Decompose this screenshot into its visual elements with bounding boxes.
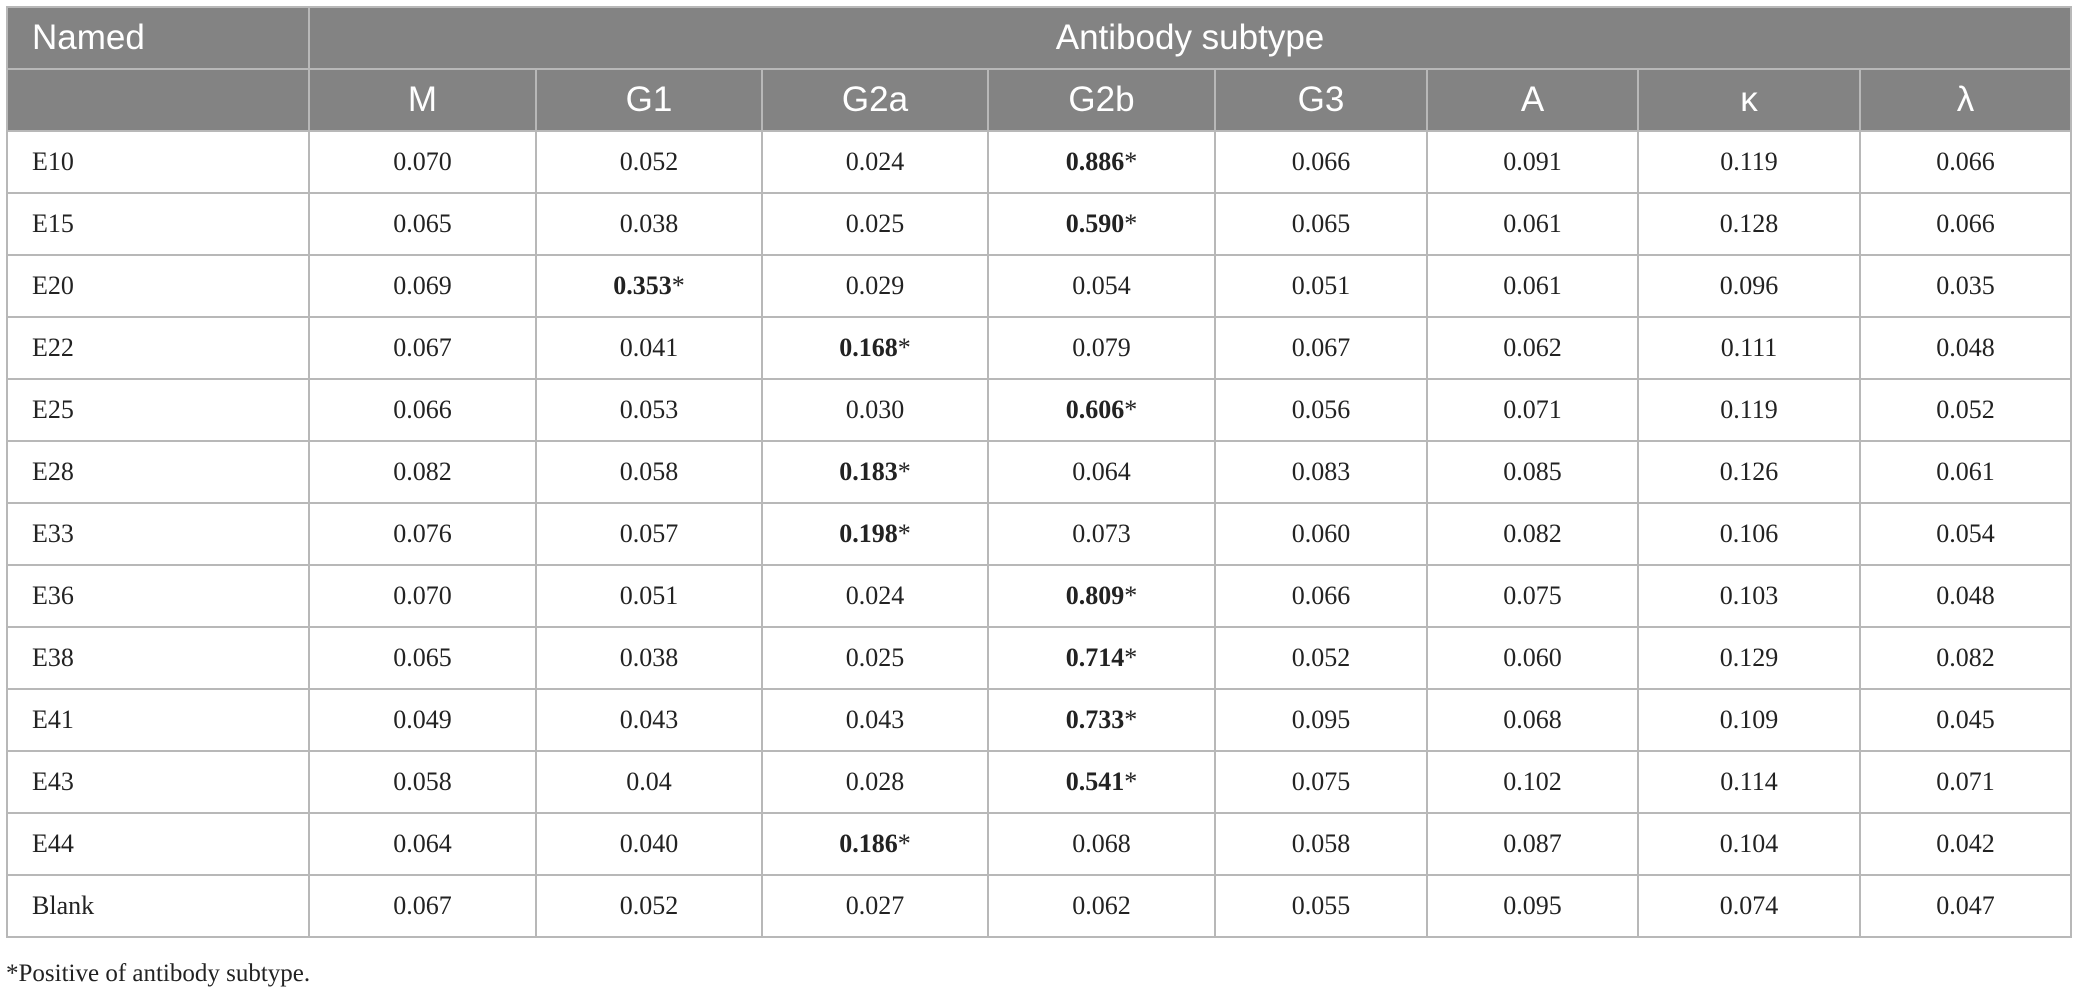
cell-value: 0.038 [619, 209, 679, 238]
row-name-cell: E22 [7, 317, 309, 379]
cell-value: 0.041 [619, 333, 679, 362]
cell-value: 0.083 [1291, 457, 1351, 486]
header-empty-cell [7, 69, 309, 131]
cell-value: 0.052 [1291, 643, 1351, 672]
cell-value: 0.119 [1720, 395, 1778, 424]
cell-value: 0.074 [1719, 891, 1779, 920]
table-footnote: *Positive of antibody subtype. [6, 960, 311, 987]
cell-value: 0.053 [619, 395, 679, 424]
value-cell [309, 131, 536, 193]
value-cell [1215, 441, 1427, 503]
value-cell [762, 565, 988, 627]
value-cell [536, 627, 762, 689]
cell-value: 0.075 [1503, 581, 1562, 610]
value-cell [988, 255, 1215, 317]
row-name-cell: E33 [7, 503, 309, 565]
cell-value: 0.066 [1291, 581, 1351, 610]
table-row [7, 627, 2071, 689]
value-cell [309, 627, 536, 689]
cell-value: 0.054 [1936, 519, 1995, 548]
cell-value: 0.060 [1503, 643, 1562, 672]
value-cell [988, 379, 1215, 441]
value-cell [1427, 751, 1638, 813]
cell-value: 0.067 [393, 333, 452, 362]
value-cell [988, 503, 1215, 565]
value-cell [762, 875, 988, 937]
value-cell [1638, 379, 1860, 441]
header-col-6: κ [1638, 69, 1860, 131]
cell-value: 0.024 [845, 581, 905, 610]
cell-value: 0.029 [845, 271, 905, 300]
cell-value: 0.055 [1291, 891, 1351, 920]
table-row [7, 813, 2071, 875]
positive-value: 0.733 [1065, 705, 1125, 734]
value-cell [309, 379, 536, 441]
value-cell [536, 751, 762, 813]
value-cell [1215, 627, 1427, 689]
value-cell [309, 689, 536, 751]
table-row [7, 131, 2071, 193]
cell-value: 0.076 [393, 519, 452, 548]
cell-value: 0.067 [1291, 333, 1351, 362]
cell-value: 0.024 [845, 147, 905, 176]
cell-value: 0.028 [845, 767, 905, 796]
cell-value: 0.052 [1936, 395, 1995, 424]
positive-mark: * [897, 519, 911, 548]
cell-value: 0.030 [845, 395, 905, 424]
cell-value: 0.057 [619, 519, 679, 548]
table-row [7, 193, 2071, 255]
value-cell [536, 875, 762, 937]
value-cell [1860, 689, 2071, 751]
header-row-top [7, 7, 2071, 69]
header-named: Named [7, 7, 309, 69]
cell-value: 0.071 [1503, 395, 1562, 424]
value-cell [988, 627, 1215, 689]
value-cell [1427, 689, 1638, 751]
cell-value: 0.082 [393, 457, 452, 486]
cell-value: 0.025 [845, 209, 905, 238]
positive-mark: * [1124, 705, 1138, 734]
positive-value: 0.809 [1065, 581, 1125, 610]
cell-value: 0.129 [1719, 643, 1779, 672]
value-cell [762, 131, 988, 193]
cell-value: 0.066 [1936, 209, 1995, 238]
value-cell [988, 875, 1215, 937]
value-cell [309, 193, 536, 255]
value-cell [1427, 131, 1638, 193]
value-cell [1427, 813, 1638, 875]
row-name-cell: E38 [7, 627, 309, 689]
value-cell [309, 503, 536, 565]
value-cell [1860, 875, 2071, 937]
value-cell [536, 317, 762, 379]
value-cell [988, 193, 1215, 255]
cell-value: 0.082 [1936, 643, 1995, 672]
value-cell [1638, 813, 1860, 875]
value-cell [1427, 565, 1638, 627]
cell-value: 0.075 [1291, 767, 1351, 796]
cell-value: 0.062 [1503, 333, 1562, 362]
value-cell [762, 751, 988, 813]
value-cell [762, 317, 988, 379]
value-cell [1638, 565, 1860, 627]
value-cell [1215, 131, 1427, 193]
positive-value: 0.186 [839, 829, 898, 858]
value-cell [309, 751, 536, 813]
value-cell [762, 255, 988, 317]
value-cell [536, 565, 762, 627]
positive-mark: * [897, 457, 911, 486]
value-cell [536, 131, 762, 193]
value-cell [1638, 689, 1860, 751]
value-cell [536, 193, 762, 255]
value-cell [988, 813, 1215, 875]
positive-value: 0.886 [1065, 147, 1125, 176]
value-cell [309, 565, 536, 627]
value-cell [1427, 627, 1638, 689]
header-col-7: λ [1860, 69, 2071, 131]
cell-value: 0.048 [1936, 333, 1995, 362]
cell-value: 0.040 [619, 829, 679, 858]
value-cell [536, 255, 762, 317]
cell-value: 0.068 [1503, 705, 1562, 734]
value-cell [1427, 255, 1638, 317]
cell-value: 0.128 [1719, 209, 1779, 238]
value-cell [988, 441, 1215, 503]
positive-value: 0.198 [839, 519, 898, 548]
value-cell [1860, 751, 2071, 813]
cell-value: 0.067 [393, 891, 452, 920]
value-cell [1215, 379, 1427, 441]
table-row [7, 503, 2071, 565]
value-cell [762, 813, 988, 875]
value-cell [762, 441, 988, 503]
positive-mark: * [671, 271, 685, 300]
positive-value: 0.183 [839, 457, 898, 486]
cell-value: 0.043 [845, 705, 905, 734]
positive-value: 0.606 [1065, 395, 1125, 424]
cell-value: 0.054 [1072, 271, 1131, 300]
value-cell [309, 317, 536, 379]
cell-value: 0.04 [626, 767, 672, 796]
value-cell [988, 317, 1215, 379]
table-row [7, 751, 2071, 813]
cell-value: 0.079 [1072, 333, 1131, 362]
value-cell [309, 813, 536, 875]
cell-value: 0.043 [619, 705, 679, 734]
cell-value: 0.091 [1503, 147, 1562, 176]
value-cell [1860, 379, 2071, 441]
value-cell [762, 379, 988, 441]
value-cell [1427, 317, 1638, 379]
value-cell [1860, 317, 2071, 379]
value-cell [1638, 503, 1860, 565]
value-cell [536, 379, 762, 441]
row-name-cell: E41 [7, 689, 309, 751]
value-cell [1427, 193, 1638, 255]
cell-value: 0.058 [393, 767, 452, 796]
value-cell [1215, 317, 1427, 379]
value-cell [1215, 503, 1427, 565]
cell-value: 0.104 [1719, 829, 1779, 858]
cell-value: 0.027 [845, 891, 905, 920]
row-name-cell: E10 [7, 131, 309, 193]
value-cell [1638, 317, 1860, 379]
header-row-subtypes [7, 69, 2071, 131]
value-cell [1860, 131, 2071, 193]
value-cell [536, 441, 762, 503]
positive-mark: * [1124, 581, 1138, 610]
value-cell [1427, 379, 1638, 441]
cell-value: 0.025 [845, 643, 905, 672]
table-row [7, 875, 2071, 937]
value-cell [1215, 875, 1427, 937]
positive-value: 0.353 [613, 271, 672, 300]
cell-value: 0.095 [1291, 705, 1351, 734]
cell-value: 0.052 [619, 891, 679, 920]
cell-value: 0.061 [1503, 271, 1562, 300]
value-cell [762, 689, 988, 751]
cell-value: 0.045 [1936, 705, 1995, 734]
cell-value: 0.056 [1291, 395, 1351, 424]
value-cell [1215, 751, 1427, 813]
cell-value: 0.066 [1291, 147, 1351, 176]
antibody-subtype-table [6, 6, 2072, 938]
cell-value: 0.085 [1503, 457, 1562, 486]
antibody-subtype-table-wrapper [6, 6, 2070, 938]
value-cell [762, 503, 988, 565]
positive-value: 0.590 [1065, 209, 1125, 238]
row-name-cell: E20 [7, 255, 309, 317]
value-cell [1215, 813, 1427, 875]
value-cell [1860, 193, 2071, 255]
header-col-2: G2a [762, 69, 988, 131]
cell-value: 0.042 [1936, 829, 1995, 858]
cell-value: 0.069 [393, 271, 452, 300]
table-row [7, 255, 2071, 317]
cell-value: 0.114 [1720, 767, 1778, 796]
value-cell [1638, 875, 1860, 937]
header-col-3: G2b [988, 69, 1215, 131]
value-cell [1638, 131, 1860, 193]
cell-value: 0.071 [1936, 767, 1995, 796]
cell-value: 0.095 [1503, 891, 1562, 920]
cell-value: 0.038 [619, 643, 679, 672]
cell-value: 0.064 [1072, 457, 1131, 486]
value-cell [1860, 503, 2071, 565]
cell-value: 0.065 [393, 209, 452, 238]
value-cell [1215, 193, 1427, 255]
value-cell [1638, 193, 1860, 255]
value-cell [1860, 813, 2071, 875]
value-cell [1215, 565, 1427, 627]
value-cell [536, 813, 762, 875]
positive-mark: * [1124, 767, 1138, 796]
cell-value: 0.070 [393, 581, 452, 610]
table-body [7, 131, 2071, 937]
value-cell [1427, 875, 1638, 937]
value-cell [536, 689, 762, 751]
cell-value: 0.065 [1291, 209, 1351, 238]
value-cell [1215, 255, 1427, 317]
cell-value: 0.070 [393, 147, 452, 176]
positive-value: 0.168 [839, 333, 898, 362]
value-cell [1638, 255, 1860, 317]
cell-value: 0.103 [1719, 581, 1779, 610]
value-cell [1638, 751, 1860, 813]
row-name-cell: E28 [7, 441, 309, 503]
cell-value: 0.048 [1936, 581, 1995, 610]
cell-value: 0.102 [1503, 767, 1562, 796]
cell-value: 0.111 [1720, 333, 1778, 362]
table-row [7, 441, 2071, 503]
cell-value: 0.061 [1503, 209, 1562, 238]
row-name-cell: E15 [7, 193, 309, 255]
header-col-5: A [1427, 69, 1638, 131]
table-row [7, 317, 2071, 379]
cell-value: 0.082 [1503, 519, 1562, 548]
value-cell [762, 627, 988, 689]
value-cell [762, 193, 988, 255]
positive-value: 0.714 [1065, 643, 1125, 672]
value-cell [536, 503, 762, 565]
value-cell [1860, 255, 2071, 317]
header-col-1: G1 [536, 69, 762, 131]
cell-value: 0.047 [1936, 891, 1995, 920]
cell-value: 0.060 [1291, 519, 1351, 548]
cell-value: 0.035 [1936, 271, 1995, 300]
value-cell [309, 255, 536, 317]
value-cell [1638, 627, 1860, 689]
table-row [7, 565, 2071, 627]
cell-value: 0.051 [1291, 271, 1351, 300]
value-cell [1427, 503, 1638, 565]
cell-value: 0.068 [1072, 829, 1131, 858]
cell-value: 0.061 [1936, 457, 1995, 486]
cell-value: 0.109 [1719, 705, 1779, 734]
positive-mark: * [897, 333, 911, 362]
table-row [7, 689, 2071, 751]
row-name-cell: E25 [7, 379, 309, 441]
row-name-cell: Blank [7, 875, 309, 937]
value-cell [988, 565, 1215, 627]
cell-value: 0.058 [619, 457, 679, 486]
cell-value: 0.096 [1719, 271, 1779, 300]
value-cell [988, 751, 1215, 813]
cell-value: 0.119 [1720, 147, 1778, 176]
value-cell [1860, 441, 2071, 503]
cell-value: 0.106 [1719, 519, 1779, 548]
cell-value: 0.126 [1719, 457, 1779, 486]
value-cell [1427, 441, 1638, 503]
cell-value: 0.066 [393, 395, 452, 424]
cell-value: 0.052 [619, 147, 679, 176]
cell-value: 0.066 [1936, 147, 1995, 176]
value-cell [988, 689, 1215, 751]
value-cell [988, 131, 1215, 193]
cell-value: 0.058 [1291, 829, 1351, 858]
positive-value: 0.541 [1065, 767, 1125, 796]
positive-mark: * [1124, 643, 1138, 672]
cell-value: 0.065 [393, 643, 452, 672]
row-name-cell: E44 [7, 813, 309, 875]
cell-value: 0.087 [1503, 829, 1562, 858]
cell-value: 0.073 [1072, 519, 1131, 548]
table-row [7, 379, 2071, 441]
value-cell [1638, 441, 1860, 503]
positive-mark: * [1124, 147, 1138, 176]
value-cell [309, 441, 536, 503]
positive-mark: * [897, 829, 911, 858]
positive-mark: * [1124, 209, 1138, 238]
cell-value: 0.062 [1072, 891, 1131, 920]
row-name-cell: E36 [7, 565, 309, 627]
header-col-4: G3 [1215, 69, 1427, 131]
row-name-cell: E43 [7, 751, 309, 813]
value-cell [1215, 689, 1427, 751]
header-antibody-subtype: Antibody subtype [309, 7, 2071, 69]
header-col-0: M [309, 69, 536, 131]
value-cell [309, 875, 536, 937]
value-cell [1860, 627, 2071, 689]
table-header [7, 7, 2071, 131]
cell-value: 0.051 [619, 581, 679, 610]
cell-value: 0.064 [393, 829, 452, 858]
positive-mark: * [1124, 395, 1138, 424]
cell-value: 0.049 [393, 705, 452, 734]
value-cell [1860, 565, 2071, 627]
